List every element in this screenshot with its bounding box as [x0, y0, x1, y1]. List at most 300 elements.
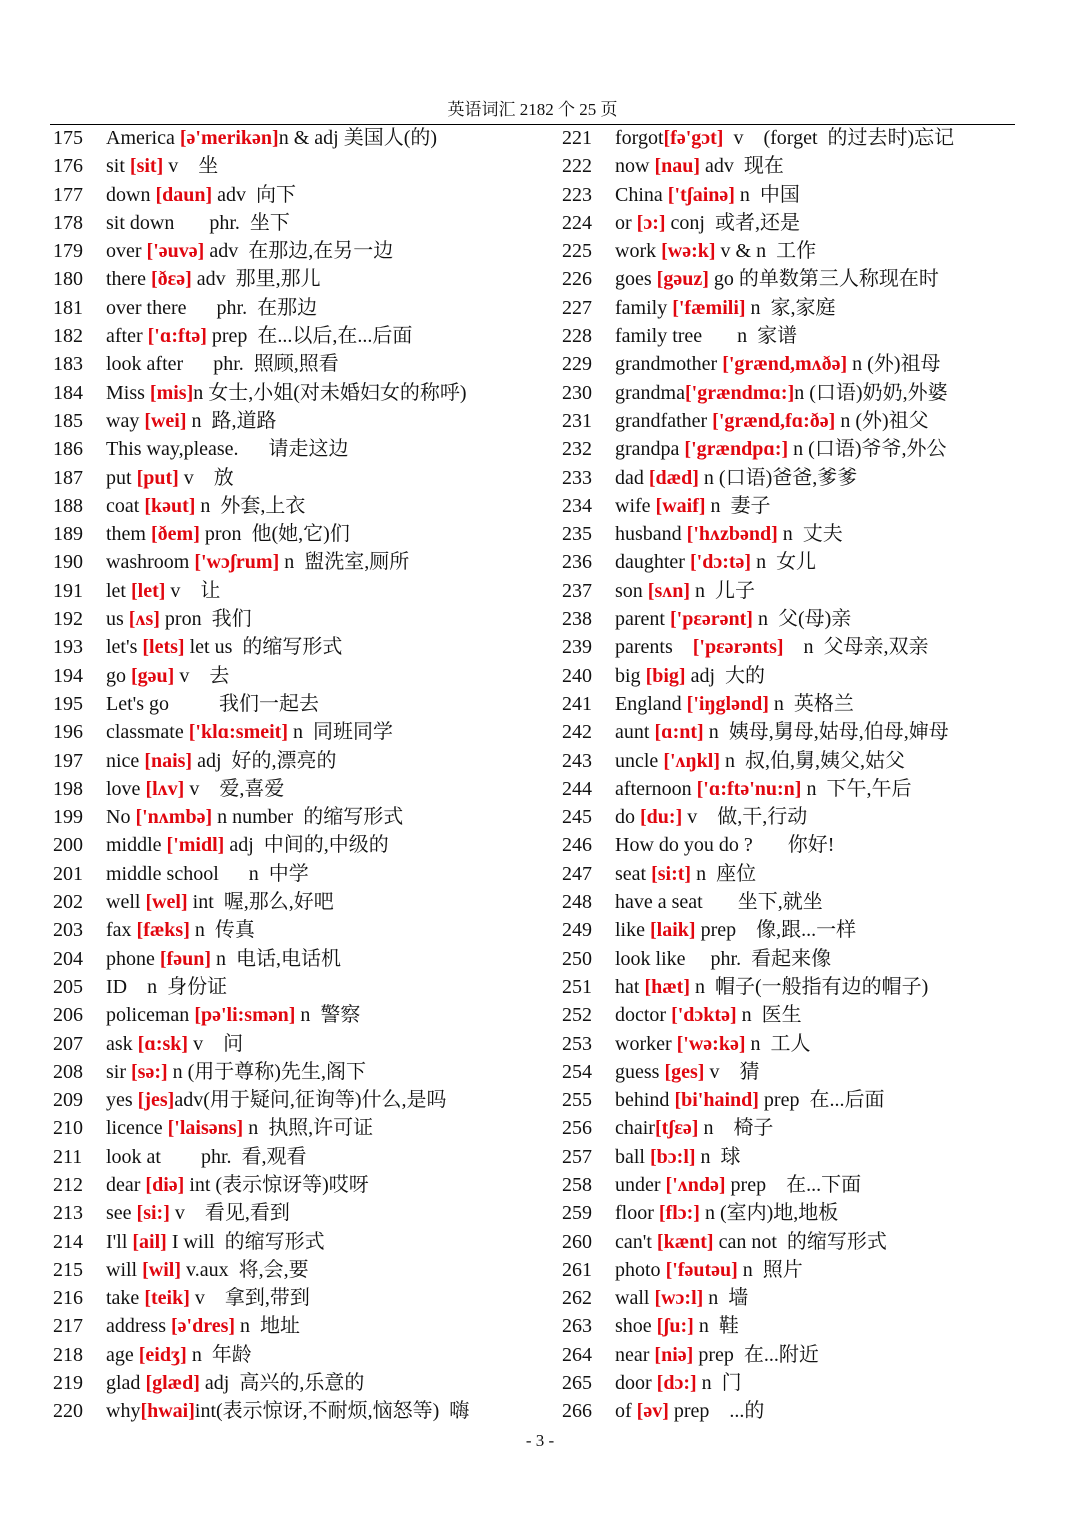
entry-word: fax: [106, 919, 137, 942]
entry-definition: int(表示惊讶,不耐烦,恼怒等) 嗨: [194, 1400, 470, 1423]
entry-content: [615, 690, 854, 718]
entry-phonetic: ['laisəns]: [167, 1117, 244, 1140]
entry-definition: adv 那里,那儿: [191, 268, 321, 291]
entry-word: middle school n 中学: [106, 862, 309, 885]
vocab-entry: [562, 916, 1032, 944]
entry-content: [615, 1001, 802, 1029]
vocab-entry: [53, 633, 553, 661]
entry-number: 251: [562, 975, 592, 998]
vocab-entry: [53, 181, 553, 209]
entry-word: goes: [615, 268, 657, 291]
entry-number: 231: [562, 409, 592, 432]
entry-number: 177: [53, 183, 83, 206]
entry-word: daughter: [615, 551, 690, 574]
entry-definition: n (外)祖母: [847, 353, 941, 376]
vocab-entry: [562, 1001, 1032, 1029]
entry-phonetic: [ə'merikən]: [179, 127, 279, 149]
entry-content: [106, 492, 305, 520]
entry-word: look at phr. 看,观看: [106, 1145, 307, 1168]
entry-content: [106, 124, 437, 152]
entry-word: now: [615, 155, 655, 178]
entry-definition: n & adj 美国人(的): [278, 127, 438, 149]
entry-word: go: [106, 664, 131, 687]
entry-content: [106, 1341, 252, 1369]
entry-content: [106, 1199, 290, 1227]
entry-phonetic: [lets]: [142, 636, 185, 659]
entry-content: [106, 747, 337, 775]
entry-content: [106, 322, 412, 350]
entry-word: wall: [615, 1287, 655, 1310]
entry-content: [615, 633, 929, 661]
entry-definition: n 工人: [745, 1032, 811, 1055]
entry-content: [106, 916, 255, 944]
vocab-entry: [562, 265, 1032, 293]
vocab-entry: [53, 124, 553, 152]
vocab-entry: [562, 1228, 1032, 1256]
vocab-entry: [53, 831, 553, 859]
entry-word: grandmother: [615, 353, 723, 376]
vocab-entry: [53, 322, 553, 350]
entry-phonetic: [niə]: [654, 1343, 694, 1366]
entry-phonetic: [kænt]: [656, 1230, 714, 1253]
entry-number: 260: [562, 1230, 592, 1253]
entry-content: [106, 265, 321, 293]
vocab-entry: [562, 1341, 1032, 1369]
entry-number: 182: [53, 325, 83, 348]
entry-content: [106, 1312, 300, 1340]
entry-number: 248: [562, 891, 592, 914]
entry-number: 188: [53, 494, 83, 517]
entry-definition: v 猜: [704, 1060, 760, 1083]
entry-content: [615, 1030, 811, 1058]
vocab-entry: [562, 294, 1032, 322]
vocab-entry: [562, 548, 1032, 576]
entry-definition: n 下午,午后: [801, 777, 912, 800]
entry-number: 222: [562, 155, 592, 178]
entry-number: 215: [53, 1258, 83, 1281]
vocab-entry: [562, 152, 1032, 180]
entry-definition: n 椅子: [698, 1117, 774, 1140]
entry-word: why: [106, 1400, 141, 1423]
entry-phonetic: ['fæmili]: [672, 296, 746, 319]
entry-number: 183: [53, 353, 83, 376]
entry-number: 184: [53, 381, 83, 404]
entry-definition: v 问: [188, 1032, 244, 1055]
entry-phonetic: [kəut]: [144, 494, 196, 517]
entry-definition: n 电话,电话机: [211, 947, 341, 970]
entry-number: 255: [562, 1089, 592, 1112]
entry-word: ask: [106, 1032, 138, 1055]
entry-number: 187: [53, 466, 83, 489]
entry-word: This way,please. 请走这边: [106, 438, 349, 461]
entry-phonetic: ['iŋglənd]: [686, 692, 769, 715]
entry-definition: adv 向下: [212, 183, 297, 206]
entry-phonetic: [gəu]: [131, 664, 175, 687]
entry-phonetic: ['ɑ:ftə]: [147, 325, 207, 348]
entry-content: [615, 1171, 861, 1199]
entry-word: them: [106, 523, 151, 546]
vocab-entry: [562, 1030, 1032, 1058]
entry-phonetic: [nau]: [654, 155, 701, 178]
entry-word: family: [615, 296, 673, 319]
vocab-entry: [53, 265, 553, 293]
vocab-entry: [53, 1256, 553, 1284]
entry-definition: n 父(母)亲: [752, 608, 852, 631]
entry-definition: can not 的缩写形式: [713, 1230, 887, 1253]
entry-word: washroom: [106, 551, 195, 574]
entry-number: 221: [562, 127, 592, 149]
entry-content: [615, 945, 831, 973]
entry-definition: n (外)祖父: [835, 409, 929, 432]
entry-phonetic: [sʌn]: [647, 579, 691, 602]
entry-definition: n 门: [696, 1372, 742, 1395]
vocab-entry: [53, 209, 553, 237]
vocab-entry: [562, 690, 1032, 718]
entry-definition: let us 的缩写形式: [184, 636, 343, 659]
entry-content: [106, 407, 277, 435]
entry-content: [615, 577, 755, 605]
entry-word: take: [106, 1287, 145, 1310]
entry-word: address: [106, 1315, 171, 1338]
vocab-entry: [562, 492, 1032, 520]
vocab-entry: [53, 237, 553, 265]
entry-word: son: [615, 579, 648, 602]
entry-number: 238: [562, 608, 592, 631]
vocab-entry: [562, 1199, 1032, 1227]
entry-number: 234: [562, 494, 592, 517]
vocab-entry: [562, 662, 1032, 690]
entry-phonetic: ['dɔ:tə]: [689, 551, 752, 574]
entry-content: [615, 1114, 773, 1142]
vocab-entry: [53, 690, 553, 718]
entry-content: [106, 548, 409, 576]
vocab-entry: [562, 831, 1032, 859]
entry-number: 192: [53, 608, 83, 631]
vocab-entry: [562, 1171, 1032, 1199]
entry-definition: n 医生: [736, 1004, 802, 1027]
entry-word: behind: [615, 1089, 675, 1112]
entry-word: have a seat 坐下,就坐: [615, 891, 823, 914]
vocab-entry: [53, 520, 553, 548]
entry-definition: n 鞋: [693, 1315, 739, 1338]
entry-word: over: [106, 240, 147, 263]
vocab-entry: [562, 1256, 1032, 1284]
entry-content: [615, 237, 816, 265]
entry-number: 245: [562, 806, 592, 829]
vocab-entry: [562, 1312, 1032, 1340]
entry-number: 227: [562, 296, 592, 319]
entry-word: dad: [615, 466, 649, 489]
entry-word: guess: [615, 1060, 665, 1083]
entry-definition: adj 中间的,中级的: [224, 834, 389, 857]
entry-phonetic: [ðem]: [151, 523, 200, 546]
entry-content: [615, 831, 834, 859]
entry-content: [615, 1284, 748, 1312]
entry-definition: n 传真: [189, 919, 255, 942]
entry-definition: v & n 工作: [715, 240, 817, 263]
entry-content: [106, 1114, 373, 1142]
entry-number: 204: [53, 947, 83, 970]
vocab-entry: [562, 1397, 1032, 1425]
vocab-entry: [53, 747, 553, 775]
entry-word: nice: [106, 749, 145, 772]
entry-phonetic: [fə'gɔt]: [663, 127, 724, 149]
entry-number: 185: [53, 409, 83, 432]
entry-phonetic: [fəun]: [159, 947, 211, 970]
entry-definition: prep 在...附近: [693, 1343, 819, 1366]
entry-word: love: [106, 777, 146, 800]
entry-word: do: [615, 806, 640, 829]
vocab-entry: [53, 577, 553, 605]
entry-number: 261: [562, 1258, 592, 1281]
entry-content: [615, 464, 857, 492]
entry-number: 195: [53, 692, 83, 715]
entry-phonetic: [sit]: [129, 155, 164, 178]
entry-number: 198: [53, 777, 83, 800]
entry-phonetic: [bi'haind]: [674, 1089, 759, 1112]
entry-word: How do you do ? 你好!: [615, 834, 835, 857]
entry-number: 241: [562, 692, 592, 715]
entry-content: [615, 265, 939, 293]
entry-word: I'll: [106, 1230, 133, 1253]
vocab-entry: [53, 379, 553, 407]
entry-definition: prep 像,跟...一样: [695, 919, 857, 942]
entry-content: [615, 548, 816, 576]
entry-number: 189: [53, 523, 83, 546]
entry-definition: int (表示惊讶等)哎呀: [184, 1173, 369, 1196]
entry-word: worker: [615, 1032, 677, 1055]
vocab-entry: [53, 1143, 553, 1171]
entry-word: uncle: [615, 749, 664, 772]
vocab-entry: [53, 492, 553, 520]
vocab-entry: [562, 407, 1032, 435]
entry-phonetic: [wel]: [145, 891, 188, 914]
entry-word: sit: [106, 155, 130, 178]
vocab-entry: [53, 775, 553, 803]
entry-number: 196: [53, 721, 83, 744]
entry-number: 216: [53, 1287, 83, 1310]
entry-content: [615, 209, 800, 237]
entry-phonetic: ['wɔʃrum]: [194, 551, 280, 574]
entry-content: [106, 803, 403, 831]
vocab-entry: [53, 916, 553, 944]
entry-number: 212: [53, 1173, 83, 1196]
vocab-entry: [53, 1086, 553, 1114]
vocab-entry: [562, 1284, 1032, 1312]
entry-definition: prep ...的: [668, 1400, 765, 1423]
entry-number: 213: [53, 1202, 83, 1225]
entry-number: 228: [562, 325, 592, 348]
entry-definition: n 叔,伯,舅,姨父,姑父: [720, 749, 905, 772]
entry-phonetic: [dɔ:]: [656, 1372, 697, 1395]
entry-number: 217: [53, 1315, 83, 1338]
entry-definition: n 座位: [691, 862, 757, 885]
entry-number: 180: [53, 268, 83, 291]
entry-word: sit down phr. 坐下: [106, 211, 290, 234]
entry-number: 223: [562, 183, 592, 206]
entry-definition: n 帽子(一般指有边的帽子): [689, 975, 929, 998]
entry-word: under: [615, 1173, 666, 1196]
entry-phonetic: ['ɑ:ftə'nu:n]: [696, 777, 802, 800]
entry-definition: adv 在那边,在另一边: [204, 240, 394, 263]
entry-definition: I will 的缩写形式: [166, 1230, 325, 1253]
entry-definition: v 看见,看到: [169, 1202, 290, 1225]
vocab-entry: [562, 605, 1032, 633]
left-column: [53, 124, 553, 1426]
entry-definition: n 地址: [235, 1315, 301, 1338]
entry-word: will: [106, 1258, 143, 1281]
entry-word: there: [106, 268, 151, 291]
entry-number: 214: [53, 1230, 83, 1253]
entry-definition: go 的单数第三人称现在时: [708, 268, 939, 291]
entry-definition: v 拿到,带到: [189, 1287, 310, 1310]
entry-phonetic: ['hʌzbənd]: [686, 523, 778, 546]
entry-definition: n 女士,小姐(对未婚妇女的称呼): [193, 381, 467, 404]
entry-content: [106, 775, 284, 803]
entry-phonetic: ['klɑ:smeit]: [188, 721, 288, 744]
vocab-entry: [53, 888, 553, 916]
entry-number: 225: [562, 240, 592, 263]
entry-definition: n 同班同学: [288, 721, 393, 744]
entry-phonetic: [jes]: [137, 1089, 175, 1112]
entry-number: 229: [562, 353, 592, 376]
entry-number: 226: [562, 268, 592, 291]
entry-number: 206: [53, 1004, 83, 1027]
vocab-entry: [53, 973, 553, 1001]
entry-word: hat: [615, 975, 645, 998]
entry-definition: n 姨母,舅母,姑母,伯母,婶母: [703, 721, 949, 744]
entry-phonetic: [ðεə]: [150, 268, 192, 291]
entry-word: husband: [615, 523, 687, 546]
entry-definition: n (用于尊称)先生,阁下: [167, 1060, 366, 1083]
entry-word: sir: [106, 1060, 131, 1083]
entry-word: doctor: [615, 1004, 672, 1027]
vocab-entry: [53, 1397, 553, 1425]
entry-definition: int 喔,那么,好吧: [187, 891, 334, 914]
entry-content: [615, 407, 929, 435]
entry-content: [106, 435, 349, 463]
entry-word: see: [106, 1202, 137, 1225]
entry-phonetic: [daun]: [155, 183, 213, 206]
entry-number: 193: [53, 636, 83, 659]
entry-phonetic: [diə]: [145, 1173, 185, 1196]
entry-content: [615, 803, 807, 831]
entry-number: 253: [562, 1032, 592, 1055]
entry-number: 202: [53, 891, 83, 914]
entry-definition: n 妻子: [705, 494, 771, 517]
entry-phonetic: ['əuvə]: [146, 240, 205, 263]
entry-definition: n (室内)地,地板: [699, 1202, 839, 1225]
entry-phonetic: [laik]: [650, 919, 696, 942]
vocab-entry: [562, 435, 1032, 463]
entry-word: ID n 身份证: [106, 975, 228, 998]
entry-phonetic: [big]: [645, 664, 686, 687]
vocab-entry: [562, 520, 1032, 548]
entry-number: 210: [53, 1117, 83, 1140]
entry-word: look like phr. 看起来像: [615, 947, 832, 970]
entry-number: 265: [562, 1372, 592, 1395]
entry-definition: pron 他(她,它)们: [199, 523, 350, 546]
entry-content: [106, 379, 467, 407]
entry-word: seat: [615, 862, 652, 885]
entry-content: [106, 860, 309, 888]
entry-word: or: [615, 211, 637, 234]
entry-number: 230: [562, 381, 592, 404]
entry-phonetic: ['nʌmbə]: [135, 806, 213, 829]
entry-number: 244: [562, 777, 592, 800]
entry-phonetic: ['wə:kə]: [676, 1032, 746, 1055]
vocab-entry: [53, 1312, 553, 1340]
entry-word: phone: [106, 947, 160, 970]
entry-definition: prep 在...下面: [725, 1173, 862, 1196]
vocab-entry: [562, 860, 1032, 888]
entry-word: put: [106, 466, 137, 489]
entry-content: [615, 1341, 819, 1369]
vocab-entry: [53, 1369, 553, 1397]
entry-word: family tree n 家谱: [615, 325, 798, 348]
vocab-entry: [53, 1030, 553, 1058]
vocab-entry: [562, 1058, 1032, 1086]
vocab-entry: [53, 1001, 553, 1029]
entry-content: [615, 379, 948, 407]
entry-number: 249: [562, 919, 592, 942]
entry-phonetic: [si:t]: [651, 862, 692, 885]
entry-word: parent: [615, 608, 670, 631]
entry-word: age: [106, 1343, 139, 1366]
entry-content: [106, 577, 220, 605]
entry-definition: n 外套,上衣: [195, 494, 306, 517]
entry-definition: n 丈夫: [777, 523, 843, 546]
entry-content: [615, 718, 949, 746]
vocab-entry: [562, 209, 1032, 237]
entry-phonetic: [əv]: [636, 1400, 669, 1423]
entry-word: after: [106, 325, 148, 348]
entry-word: look after phr. 照顾,照看: [106, 353, 339, 376]
entry-definition: n 执照,许可证: [243, 1117, 374, 1140]
entry-definition: v 坐: [163, 155, 219, 178]
vocab-entry: [53, 1199, 553, 1227]
entry-content: [615, 747, 905, 775]
entry-phonetic: ['dɔktə]: [671, 1004, 737, 1027]
entry-content: [106, 662, 229, 690]
entry-number: 176: [53, 155, 83, 178]
entry-number: 264: [562, 1343, 592, 1366]
entry-definition: adj 大的: [685, 664, 765, 687]
entry-number: 175: [53, 127, 83, 149]
entry-phonetic: ['ʌŋkl]: [663, 749, 720, 772]
entry-content: [615, 1312, 739, 1340]
vocab-entry: [53, 1171, 553, 1199]
entry-content: [106, 1058, 366, 1086]
entry-number: 246: [562, 834, 592, 857]
entry-number: 218: [53, 1343, 83, 1366]
entry-phonetic: [teik]: [144, 1287, 190, 1310]
entry-phonetic: [fæks]: [136, 919, 190, 942]
entry-number: 203: [53, 919, 83, 942]
entry-phonetic: [hwai]: [140, 1400, 195, 1423]
vocab-entry: [562, 633, 1032, 661]
entry-definition: n (口语)爷爷,外公: [788, 438, 947, 461]
entry-number: 181: [53, 296, 83, 319]
vocab-entry: [562, 803, 1032, 831]
vocab-entry: [53, 1114, 553, 1142]
entry-content: [615, 1369, 742, 1397]
entry-number: 208: [53, 1060, 83, 1083]
entry-content: [106, 1171, 369, 1199]
vocab-entry: [562, 945, 1032, 973]
entry-content: [106, 1143, 307, 1171]
entry-phonetic: [dæd]: [648, 466, 699, 489]
